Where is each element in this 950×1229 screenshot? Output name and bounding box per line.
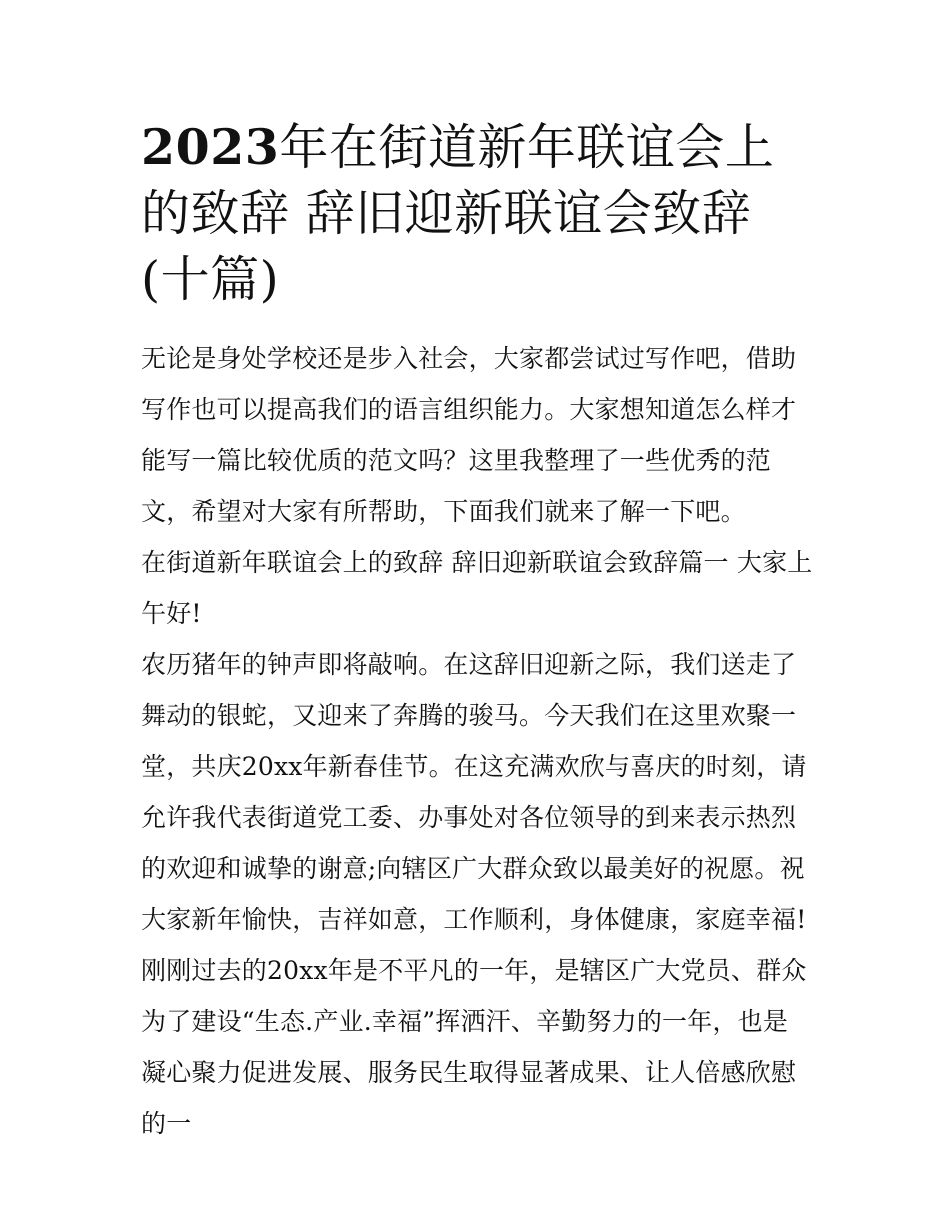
title-year: 2023: [141, 118, 280, 176]
paragraph-greeting: 在街道新年联谊会上的致辞 辞旧迎新联谊会致辞篇一 大家上午好!: [141, 548, 813, 628]
paragraph-review: 刚刚过去的20xx年是不平凡的一年，是辖区广大党员、群众为了建设“生态.产业.幸福”挥洒汗、辛勤努力的一年，也是凝心聚力促进发展、服务民生取得显著成果、让人倍感欣慰的一: [141, 956, 807, 1138]
document-body: [141, 333, 813, 1149]
title-text: 年在街道新年联谊会上的致辞 辞旧迎新联谊会致辞(十篇): [141, 119, 775, 308]
document-title: [141, 114, 813, 313]
paragraph-intro: 无论是身处学校还是步入社会，大家都尝试过写作吧，借助写作也可以提高我们的语言组织能力。大家想知道怎么样才能写一篇比较优质的范文吗？这里我整理了一些优秀的范文，希望对大家有所帮助，下面我们就来了解一下吧。: [141, 344, 797, 526]
document-content: [141, 114, 813, 1149]
paragraph-new-year: 农历猪年的钟声即将敲响。在这辞旧迎新之际，我们送走了舞动的银蛇，又迎来了奔腾的骏马。今天我们在这里欢聚一堂，共庆20xx年新春佳节。在这充满欢欣与喜庆的时刻，请允许我代表街道党工委、办事处对各位领导的到来表示热烈的欢迎和诚挚的谢意;向辖区广大群众致以最美好的祝愿。祝大家新年愉快，吉祥如意，工作顺利，身体健康，家庭幸福!: [141, 650, 807, 934]
